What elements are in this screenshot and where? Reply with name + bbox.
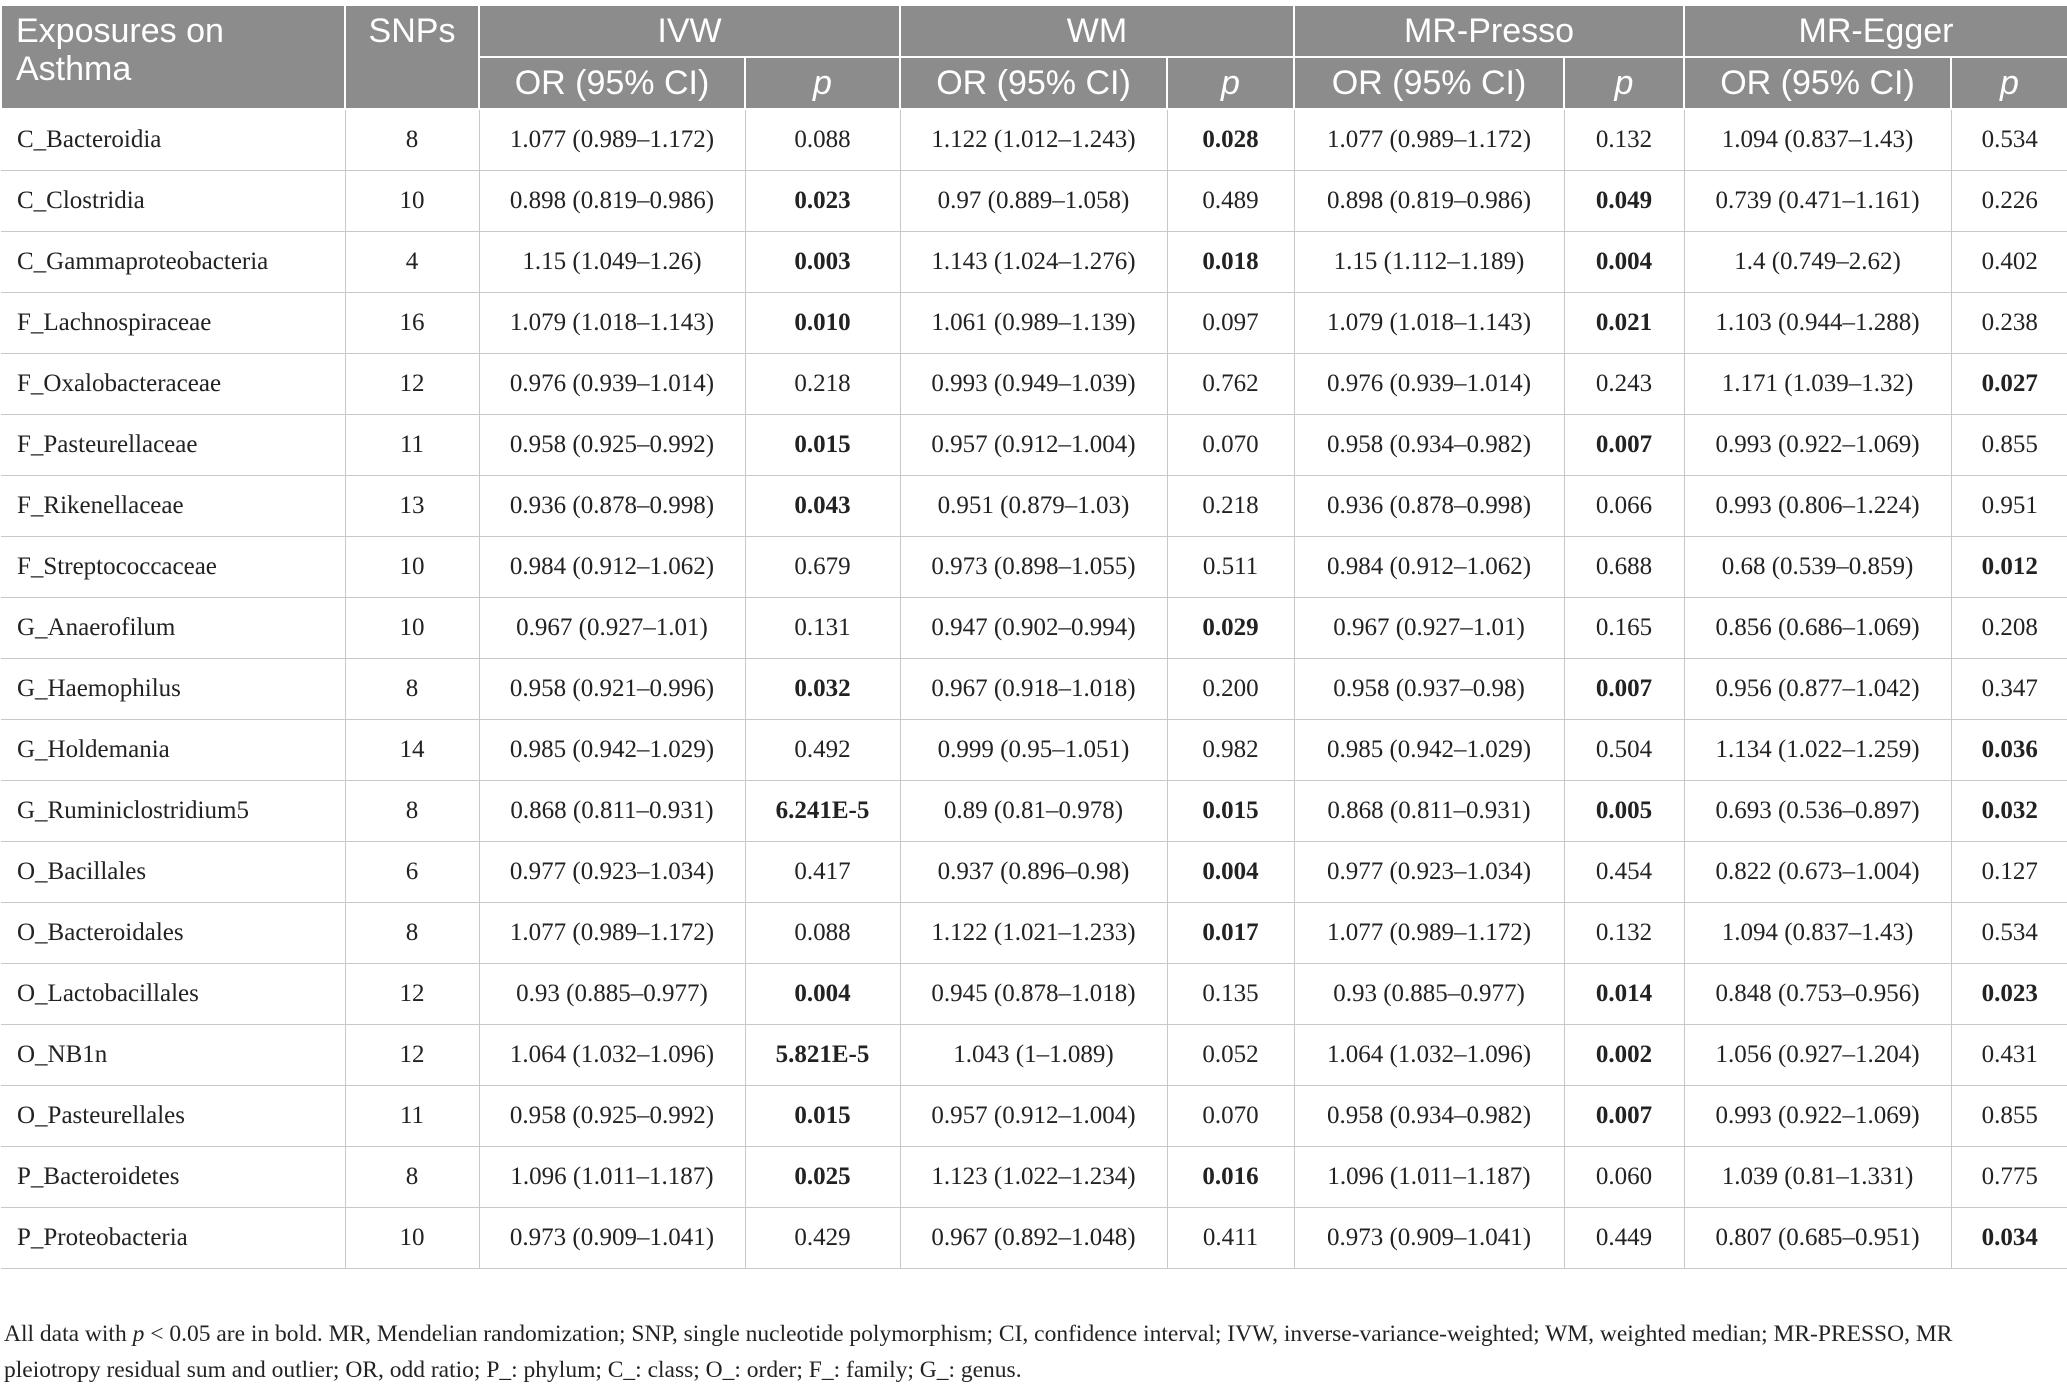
wm-p-cell: 0.511 (1167, 537, 1294, 598)
egger-or-cell: 0.739 (0.471–1.161) (1684, 171, 1951, 232)
table-row (1, 109, 2067, 171)
egger-p-cell: 0.023 (1951, 964, 2067, 1025)
wm-p-cell: 0.489 (1167, 171, 1294, 232)
exposure-cell: C_Gammaproteobacteria (1, 232, 345, 293)
egger-p-cell: 0.238 (1951, 293, 2067, 354)
table-row (1, 781, 2067, 842)
presso-p-cell: 0.007 (1564, 1086, 1684, 1147)
presso-p-cell: 0.005 (1564, 781, 1684, 842)
ivw-or-cell: 0.958 (0.925–0.992) (479, 415, 745, 476)
wm-or-cell: 1.143 (1.024–1.276) (900, 232, 1167, 293)
egger-p-cell: 0.534 (1951, 109, 2067, 171)
presso-p-cell: 0.132 (1564, 109, 1684, 171)
egger-or-cell: 1.103 (0.944–1.288) (1684, 293, 1951, 354)
egger-p-cell: 0.855 (1951, 1086, 2067, 1147)
header-snps: SNPs (345, 5, 479, 109)
presso-or-cell: 0.984 (0.912–1.062) (1294, 537, 1564, 598)
header-wm-or: OR (95% CI) (900, 57, 1167, 109)
exposure-cell: G_Ruminiclostridium5 (1, 781, 345, 842)
wm-or-cell: 0.945 (0.878–1.018) (900, 964, 1167, 1025)
presso-p-cell: 0.132 (1564, 903, 1684, 964)
egger-p-cell: 0.855 (1951, 415, 2067, 476)
egger-p-cell: 0.534 (1951, 903, 2067, 964)
presso-or-cell: 1.15 (1.112–1.189) (1294, 232, 1564, 293)
exposure-cell: O_Bacillales (1, 842, 345, 903)
header-ivw-p: p (745, 57, 900, 109)
egger-or-cell: 1.134 (1.022–1.259) (1684, 720, 1951, 781)
table-row (1, 842, 2067, 903)
wm-or-cell: 1.122 (1.021–1.233) (900, 903, 1167, 964)
ivw-p-cell: 5.821E-5 (745, 1025, 900, 1086)
exposure-cell: O_Pasteurellales (1, 1086, 345, 1147)
ivw-or-cell: 1.064 (1.032–1.096) (479, 1025, 745, 1086)
egger-p-cell: 0.347 (1951, 659, 2067, 720)
egger-p-cell: 0.951 (1951, 476, 2067, 537)
wm-or-cell: 0.957 (0.912–1.004) (900, 415, 1167, 476)
presso-or-cell: 1.064 (1.032–1.096) (1294, 1025, 1564, 1086)
wm-or-cell: 1.061 (0.989–1.139) (900, 293, 1167, 354)
ivw-p-cell: 0.218 (745, 354, 900, 415)
wm-p-cell: 0.015 (1167, 781, 1294, 842)
ivw-or-cell: 0.958 (0.921–0.996) (479, 659, 745, 720)
exposure-cell: F_Streptococcaceae (1, 537, 345, 598)
wm-p-cell: 0.052 (1167, 1025, 1294, 1086)
egger-or-cell: 1.171 (1.039–1.32) (1684, 354, 1951, 415)
wm-p-cell: 0.070 (1167, 1086, 1294, 1147)
exposure-cell: F_Oxalobacteraceae (1, 354, 345, 415)
ivw-or-cell: 0.93 (0.885–0.977) (479, 964, 745, 1025)
presso-or-cell: 0.976 (0.939–1.014) (1294, 354, 1564, 415)
table-row (1, 415, 2067, 476)
wm-p-cell: 0.762 (1167, 354, 1294, 415)
wm-p-cell: 0.018 (1167, 232, 1294, 293)
ivw-p-cell: 0.492 (745, 720, 900, 781)
table-row (1, 1208, 2067, 1269)
snps-cell: 12 (345, 354, 479, 415)
egger-or-cell: 0.848 (0.753–0.956) (1684, 964, 1951, 1025)
presso-or-cell: 0.868 (0.811–0.931) (1294, 781, 1564, 842)
header-egger-or: OR (95% CI) (1684, 57, 1951, 109)
header-presso-p: p (1564, 57, 1684, 109)
wm-or-cell: 0.97 (0.889–1.058) (900, 171, 1167, 232)
wm-p-cell: 0.004 (1167, 842, 1294, 903)
wm-or-cell: 0.957 (0.912–1.004) (900, 1086, 1167, 1147)
table-row (1, 476, 2067, 537)
wm-p-cell: 0.016 (1167, 1147, 1294, 1208)
presso-p-cell: 0.243 (1564, 354, 1684, 415)
ivw-or-cell: 1.096 (1.011–1.187) (479, 1147, 745, 1208)
snps-cell: 10 (345, 1208, 479, 1269)
presso-p-cell: 0.007 (1564, 659, 1684, 720)
header-egger-p: p (1951, 57, 2067, 109)
presso-p-cell: 0.007 (1564, 415, 1684, 476)
table-row (1, 964, 2067, 1025)
ivw-p-cell: 0.015 (745, 1086, 900, 1147)
header-presso-or: OR (95% CI) (1294, 57, 1564, 109)
exposure-cell: G_Anaerofilum (1, 598, 345, 659)
ivw-p-cell: 0.015 (745, 415, 900, 476)
egger-or-cell: 0.693 (0.536–0.897) (1684, 781, 1951, 842)
table-row (1, 720, 2067, 781)
egger-or-cell: 0.993 (0.922–1.069) (1684, 1086, 1951, 1147)
table-row (1, 1025, 2067, 1086)
exposure-cell: P_Proteobacteria (1, 1208, 345, 1269)
ivw-or-cell: 0.984 (0.912–1.062) (479, 537, 745, 598)
ivw-or-cell: 0.868 (0.811–0.931) (479, 781, 745, 842)
presso-or-cell: 1.077 (0.989–1.172) (1294, 109, 1564, 171)
footnote-text-2: < 0.05 are in bold. MR, Mendelian randomization; SNP, single nucleotide polymorphism; CI, confidence interval; IVW, inverse-variance-weighted; WM, weighted median; MR-PRESSO, MR pleiotropy residual sum and outlier; OR, odd ratio; P_: phylum; C_: class; O_: order; F_: family; G_: genus. (4, 1321, 1953, 1383)
exposure-cell: C_Bacteroidia (1, 109, 345, 171)
wm-or-cell: 0.967 (0.918–1.018) (900, 659, 1167, 720)
presso-or-cell: 0.958 (0.934–0.982) (1294, 1086, 1564, 1147)
header-ivw: IVW (479, 5, 900, 57)
presso-p-cell: 0.066 (1564, 476, 1684, 537)
egger-or-cell: 1.094 (0.837–1.43) (1684, 109, 1951, 171)
egger-or-cell: 1.039 (0.81–1.331) (1684, 1147, 1951, 1208)
presso-p-cell: 0.449 (1564, 1208, 1684, 1269)
header-exposure: Exposures on Asthma (1, 5, 345, 109)
egger-or-cell: 0.822 (0.673–1.004) (1684, 842, 1951, 903)
exposure-cell: C_Clostridia (1, 171, 345, 232)
egger-p-cell: 0.402 (1951, 232, 2067, 293)
table-row (1, 903, 2067, 964)
ivw-or-cell: 0.973 (0.909–1.041) (479, 1208, 745, 1269)
exposure-cell: G_Holdemania (1, 720, 345, 781)
table-header (1, 5, 2067, 109)
egger-p-cell: 0.431 (1951, 1025, 2067, 1086)
presso-or-cell: 0.936 (0.878–0.998) (1294, 476, 1564, 537)
presso-p-cell: 0.002 (1564, 1025, 1684, 1086)
presso-or-cell: 1.079 (1.018–1.143) (1294, 293, 1564, 354)
table-row (1, 232, 2067, 293)
snps-cell: 11 (345, 415, 479, 476)
wm-or-cell: 0.89 (0.81–0.978) (900, 781, 1167, 842)
table-row (1, 598, 2067, 659)
presso-p-cell: 0.060 (1564, 1147, 1684, 1208)
ivw-or-cell: 0.898 (0.819–0.986) (479, 171, 745, 232)
table-row (1, 1147, 2067, 1208)
presso-or-cell: 1.077 (0.989–1.172) (1294, 903, 1564, 964)
exposure-cell: F_Rikenellaceae (1, 476, 345, 537)
wm-or-cell: 1.122 (1.012–1.243) (900, 109, 1167, 171)
egger-p-cell: 0.034 (1951, 1208, 2067, 1269)
wm-p-cell: 0.411 (1167, 1208, 1294, 1269)
wm-p-cell: 0.135 (1167, 964, 1294, 1025)
snps-cell: 8 (345, 659, 479, 720)
presso-or-cell: 0.958 (0.934–0.982) (1294, 415, 1564, 476)
snps-cell: 12 (345, 1025, 479, 1086)
egger-or-cell: 0.807 (0.685–0.951) (1684, 1208, 1951, 1269)
ivw-or-cell: 0.976 (0.939–1.014) (479, 354, 745, 415)
presso-or-cell: 0.977 (0.923–1.034) (1294, 842, 1564, 903)
table-row (1, 171, 2067, 232)
exposure-cell: O_NB1n (1, 1025, 345, 1086)
presso-p-cell: 0.049 (1564, 171, 1684, 232)
table-row (1, 537, 2067, 598)
header-mr-egger: MR-Egger (1684, 5, 2067, 57)
header-ivw-or: OR (95% CI) (479, 57, 745, 109)
footnote-p-symbol: p (132, 1321, 145, 1347)
egger-p-cell: 0.208 (1951, 598, 2067, 659)
ivw-or-cell: 0.977 (0.923–1.034) (479, 842, 745, 903)
presso-p-cell: 0.504 (1564, 720, 1684, 781)
ivw-or-cell: 0.936 (0.878–0.998) (479, 476, 745, 537)
wm-or-cell: 0.947 (0.902–0.994) (900, 598, 1167, 659)
ivw-p-cell: 0.023 (745, 171, 900, 232)
ivw-p-cell: 0.010 (745, 293, 900, 354)
presso-or-cell: 0.958 (0.937–0.98) (1294, 659, 1564, 720)
table-footnote (4, 1316, 2054, 1388)
egger-or-cell: 1.094 (0.837–1.43) (1684, 903, 1951, 964)
egger-p-cell: 0.775 (1951, 1147, 2067, 1208)
presso-or-cell: 0.985 (0.942–1.029) (1294, 720, 1564, 781)
egger-or-cell: 0.856 (0.686–1.069) (1684, 598, 1951, 659)
snps-cell: 14 (345, 720, 479, 781)
wm-p-cell: 0.218 (1167, 476, 1294, 537)
header-wm-p: p (1167, 57, 1294, 109)
ivw-or-cell: 0.958 (0.925–0.992) (479, 1086, 745, 1147)
exposure-cell: P_Bacteroidetes (1, 1147, 345, 1208)
presso-p-cell: 0.688 (1564, 537, 1684, 598)
wm-p-cell: 0.028 (1167, 109, 1294, 171)
ivw-p-cell: 0.417 (745, 842, 900, 903)
ivw-or-cell: 0.985 (0.942–1.029) (479, 720, 745, 781)
ivw-or-cell: 1.079 (1.018–1.143) (479, 293, 745, 354)
snps-cell: 8 (345, 109, 479, 171)
exposure-cell: F_Pasteurellaceae (1, 415, 345, 476)
egger-or-cell: 0.956 (0.877–1.042) (1684, 659, 1951, 720)
egger-p-cell: 0.036 (1951, 720, 2067, 781)
exposure-cell: F_Lachnospiraceae (1, 293, 345, 354)
wm-or-cell: 1.123 (1.022–1.234) (900, 1147, 1167, 1208)
footnote-text-1: All data with (4, 1321, 133, 1347)
wm-p-cell: 0.982 (1167, 720, 1294, 781)
wm-or-cell: 0.973 (0.898–1.055) (900, 537, 1167, 598)
snps-cell: 8 (345, 903, 479, 964)
snps-cell: 16 (345, 293, 479, 354)
egger-p-cell: 0.027 (1951, 354, 2067, 415)
ivw-p-cell: 0.088 (745, 109, 900, 171)
egger-or-cell: 1.056 (0.927–1.204) (1684, 1025, 1951, 1086)
egger-p-cell: 0.012 (1951, 537, 2067, 598)
wm-or-cell: 0.993 (0.949–1.039) (900, 354, 1167, 415)
ivw-p-cell: 0.088 (745, 903, 900, 964)
egger-p-cell: 0.032 (1951, 781, 2067, 842)
header-mr-presso: MR-Presso (1294, 5, 1684, 57)
presso-or-cell: 1.096 (1.011–1.187) (1294, 1147, 1564, 1208)
egger-p-cell: 0.127 (1951, 842, 2067, 903)
ivw-p-cell: 0.429 (745, 1208, 900, 1269)
snps-cell: 10 (345, 598, 479, 659)
header-wm: WM (900, 5, 1294, 57)
wm-or-cell: 0.951 (0.879–1.03) (900, 476, 1167, 537)
wm-p-cell: 0.029 (1167, 598, 1294, 659)
presso-p-cell: 0.004 (1564, 232, 1684, 293)
wm-or-cell: 1.043 (1–1.089) (900, 1025, 1167, 1086)
snps-cell: 8 (345, 781, 479, 842)
wm-or-cell: 0.937 (0.896–0.98) (900, 842, 1167, 903)
wm-or-cell: 0.967 (0.892–1.048) (900, 1208, 1167, 1269)
presso-p-cell: 0.454 (1564, 842, 1684, 903)
egger-or-cell: 0.68 (0.539–0.859) (1684, 537, 1951, 598)
wm-p-cell: 0.097 (1167, 293, 1294, 354)
snps-cell: 10 (345, 171, 479, 232)
exposure-cell: O_Lactobacillales (1, 964, 345, 1025)
ivw-p-cell: 0.043 (745, 476, 900, 537)
presso-or-cell: 0.898 (0.819–0.986) (1294, 171, 1564, 232)
presso-or-cell: 0.973 (0.909–1.041) (1294, 1208, 1564, 1269)
presso-or-cell: 0.93 (0.885–0.977) (1294, 964, 1564, 1025)
snps-cell: 4 (345, 232, 479, 293)
presso-p-cell: 0.165 (1564, 598, 1684, 659)
ivw-p-cell: 0.004 (745, 964, 900, 1025)
presso-p-cell: 0.014 (1564, 964, 1684, 1025)
table-row (1, 1086, 2067, 1147)
ivw-p-cell: 0.025 (745, 1147, 900, 1208)
presso-p-cell: 0.021 (1564, 293, 1684, 354)
snps-cell: 8 (345, 1147, 479, 1208)
results-table (0, 4, 2067, 1269)
ivw-p-cell: 0.032 (745, 659, 900, 720)
ivw-p-cell: 0.679 (745, 537, 900, 598)
exposure-cell: O_Bacteroidales (1, 903, 345, 964)
table-row (1, 659, 2067, 720)
ivw-or-cell: 1.077 (0.989–1.172) (479, 109, 745, 171)
egger-p-cell: 0.226 (1951, 171, 2067, 232)
wm-p-cell: 0.070 (1167, 415, 1294, 476)
table-row (1, 354, 2067, 415)
ivw-p-cell: 0.131 (745, 598, 900, 659)
exposure-cell: G_Haemophilus (1, 659, 345, 720)
ivw-or-cell: 1.077 (0.989–1.172) (479, 903, 745, 964)
snps-cell: 12 (345, 964, 479, 1025)
presso-or-cell: 0.967 (0.927–1.01) (1294, 598, 1564, 659)
snps-cell: 10 (345, 537, 479, 598)
table-body (1, 109, 2067, 1269)
wm-p-cell: 0.017 (1167, 903, 1294, 964)
table-row (1, 293, 2067, 354)
snps-cell: 11 (345, 1086, 479, 1147)
ivw-p-cell: 6.241E-5 (745, 781, 900, 842)
wm-or-cell: 0.999 (0.95–1.051) (900, 720, 1167, 781)
egger-or-cell: 0.993 (0.922–1.069) (1684, 415, 1951, 476)
snps-cell: 13 (345, 476, 479, 537)
egger-or-cell: 1.4 (0.749–2.62) (1684, 232, 1951, 293)
ivw-or-cell: 0.967 (0.927–1.01) (479, 598, 745, 659)
snps-cell: 6 (345, 842, 479, 903)
ivw-or-cell: 1.15 (1.049–1.26) (479, 232, 745, 293)
egger-or-cell: 0.993 (0.806–1.224) (1684, 476, 1951, 537)
wm-p-cell: 0.200 (1167, 659, 1294, 720)
ivw-p-cell: 0.003 (745, 232, 900, 293)
